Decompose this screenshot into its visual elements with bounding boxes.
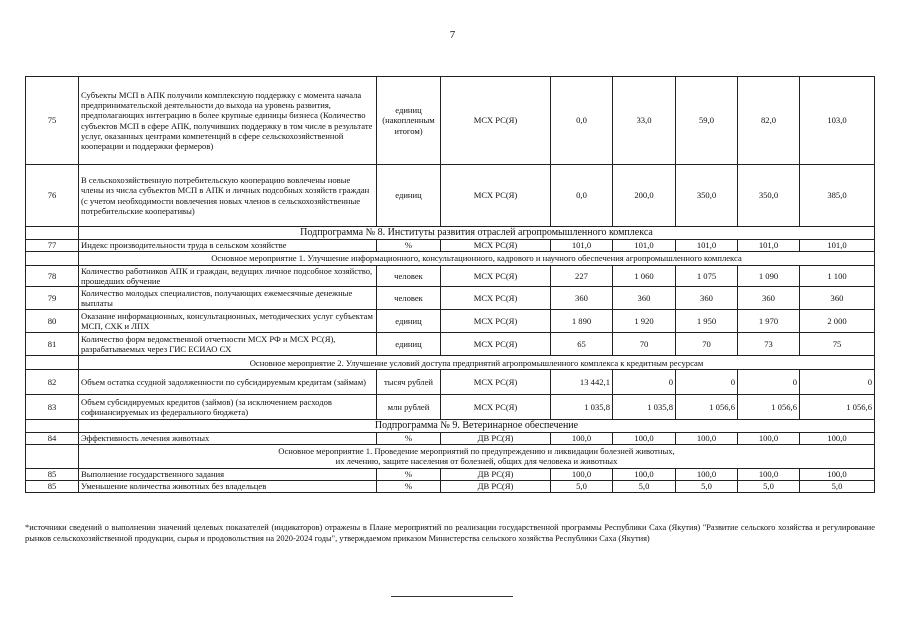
table-row	[26, 395, 875, 420]
value-cell-5: 385,0	[800, 165, 875, 227]
indicators-table	[25, 76, 875, 493]
value-cell-5: 0	[800, 370, 875, 395]
row-number: 85	[26, 480, 79, 492]
table-row	[26, 287, 875, 310]
value-cell-4: 1 090	[738, 266, 800, 287]
unit-cell: тысяч рублей	[377, 370, 441, 395]
value-cell-3: 5,0	[676, 480, 738, 492]
indicator-name: Количество форм ведомственной отчетности МСХ РФ и МСХ РС(Я), разрабатываемых через ГИС ЕСИАО СХ	[79, 333, 377, 356]
row-number: 79	[26, 287, 79, 310]
table-row	[26, 468, 875, 480]
organization-cell: МСХ РС(Я)	[441, 266, 551, 287]
empty-cell	[26, 227, 79, 240]
unit-cell: единиц	[377, 333, 441, 356]
value-cell-1: 0,0	[551, 165, 613, 227]
value-cell-3: 101,0	[676, 240, 738, 252]
value-cell-4: 360	[738, 287, 800, 310]
value-cell-5: 100,0	[800, 433, 875, 444]
indicator-name: Выполнение государственного задания	[79, 468, 377, 480]
table-row	[26, 240, 875, 252]
value-cell-1: 227	[551, 266, 613, 287]
value-cell-2: 1 060	[613, 266, 676, 287]
unit-cell: %	[377, 240, 441, 252]
subprogram-header-row	[26, 420, 875, 433]
event-header-row	[26, 444, 875, 468]
indicator-name: Объем остатка ссудной задолженности по субсидируемым кредитам (займам)	[79, 370, 377, 395]
empty-cell	[26, 444, 79, 468]
value-cell-2: 1 920	[613, 310, 676, 333]
organization-cell: ДВ РС(Я)	[441, 468, 551, 480]
event-title: Основное мероприятие 2. Улучшение условий доступа предприятий агропромышленного комплекса к кредитным ресурсам	[79, 356, 875, 370]
value-cell-5: 1 100	[800, 266, 875, 287]
row-number: 77	[26, 240, 79, 252]
value-cell-1: 360	[551, 287, 613, 310]
empty-cell	[26, 420, 79, 433]
value-cell-3: 59,0	[676, 77, 738, 165]
empty-cell	[26, 356, 79, 370]
row-number: 75	[26, 77, 79, 165]
value-cell-5: 75	[800, 333, 875, 356]
value-cell-2: 100,0	[613, 468, 676, 480]
unit-cell: человек	[377, 266, 441, 287]
value-cell-5: 1 056,6	[800, 395, 875, 420]
event-header-row	[26, 356, 875, 370]
value-cell-4: 5,0	[738, 480, 800, 492]
value-cell-1: 1 035,8	[551, 395, 613, 420]
indicator-name: Уменьшение количества животных без владельцев	[79, 480, 377, 492]
value-cell-1: 13 442,1	[551, 370, 613, 395]
value-cell-3: 360	[676, 287, 738, 310]
indicator-name: Субъекты МСП в АПК получили комплексную поддержку с момента начала предпринимательской деятельности до выхода на уровень развития, предполагающих интеграцию в более крупные единицы бизнеса (Количество субъектов МСП в сфере АПК, получивших поддержку в том числе в результате услуг, оказанных центрами компетенций в сфере сельскохозяйственной кооперации и поддержки фермеров)	[79, 77, 377, 165]
organization-cell: МСХ РС(Я)	[441, 77, 551, 165]
organization-cell: МСХ РС(Я)	[441, 287, 551, 310]
value-cell-3: 1 075	[676, 266, 738, 287]
footer-rule	[391, 596, 513, 597]
table-row	[26, 370, 875, 395]
value-cell-1: 100,0	[551, 433, 613, 444]
unit-cell: единиц	[377, 310, 441, 333]
value-cell-2: 0	[613, 370, 676, 395]
table-row	[26, 333, 875, 356]
event-header-row	[26, 252, 875, 266]
event-title: Основное мероприятие 1. Проведение мероприятий по предупреждению и ликвидации болезней животных, их лечению, защите населения от болезней, общих для человека и животных	[79, 444, 875, 468]
value-cell-1: 1 890	[551, 310, 613, 333]
organization-cell: МСХ РС(Я)	[441, 165, 551, 227]
value-cell-5: 5,0	[800, 480, 875, 492]
value-cell-2: 360	[613, 287, 676, 310]
row-number: 85	[26, 468, 79, 480]
value-cell-4: 100,0	[738, 468, 800, 480]
organization-cell: МСХ РС(Я)	[441, 370, 551, 395]
indicator-name: Количество молодых специалистов, получающих ежемесячные денежные выплаты	[79, 287, 377, 310]
value-cell-4: 82,0	[738, 77, 800, 165]
indicator-name: Эффективность лечения животных	[79, 433, 377, 444]
organization-cell: МСХ РС(Я)	[441, 395, 551, 420]
subprogram-title: Подпрограмма № 9. Ветеринарное обеспечение	[79, 420, 875, 433]
row-number: 76	[26, 165, 79, 227]
indicator-name: В сельскохозяйственную потребительскую кооперацию вовлечены новые члены из числа субъектов МСП в АПК и личных подсобных хозяйств граждан (с учетом необходимости вовлечения новых членов в сельскохозяйственные потребительские кооперативы)	[79, 165, 377, 227]
value-cell-1: 100,0	[551, 468, 613, 480]
value-cell-4: 73	[738, 333, 800, 356]
organization-cell: МСХ РС(Я)	[441, 310, 551, 333]
value-cell-3: 1 056,6	[676, 395, 738, 420]
value-cell-1: 65	[551, 333, 613, 356]
table-row	[26, 433, 875, 444]
empty-cell	[26, 252, 79, 266]
value-cell-5: 103,0	[800, 77, 875, 165]
organization-cell: ДВ РС(Я)	[441, 433, 551, 444]
value-cell-2: 33,0	[613, 77, 676, 165]
footnote: *источники сведений о выполнении значений целевых показателей (индикаторов) отражены в Плане мероприятий по реализации государственной программы Республики Саха (Якутия) "Развитие сельского хозяйства и регулирование рынков сельскохозяйственной продукции, сырья и продовольствия на 2020-2024 годы", утверждаемом приказом Министерства сельского хозяйства Республики Саха (Якутия)	[25, 523, 875, 544]
row-number: 78	[26, 266, 79, 287]
value-cell-5: 101,0	[800, 240, 875, 252]
unit-cell: %	[377, 480, 441, 492]
value-cell-2: 5,0	[613, 480, 676, 492]
value-cell-2: 1 035,8	[613, 395, 676, 420]
value-cell-5: 360	[800, 287, 875, 310]
page-number: 7	[449, 29, 456, 41]
value-cell-4: 1 970	[738, 310, 800, 333]
organization-cell: МСХ РС(Я)	[441, 333, 551, 356]
row-number: 80	[26, 310, 79, 333]
row-number: 84	[26, 433, 79, 444]
indicators-table-body	[26, 77, 875, 493]
value-cell-4: 350,0	[738, 165, 800, 227]
value-cell-1: 101,0	[551, 240, 613, 252]
indicator-name: Оказание информационных, консультационных, методических услуг субъектам МСП, СХК и ЛПХ	[79, 310, 377, 333]
subprogram-title: Подпрограмма № 8. Институты развития отраслей агропромышленного комплекса	[79, 227, 875, 240]
table-row	[26, 310, 875, 333]
unit-cell: млн рублей	[377, 395, 441, 420]
value-cell-2: 101,0	[613, 240, 676, 252]
row-number: 82	[26, 370, 79, 395]
value-cell-4: 101,0	[738, 240, 800, 252]
event-title: Основное мероприятие 1. Улучшение информационного, консультационного, кадрового и научного обеспечения агропромышленного комплекса	[79, 252, 875, 266]
unit-cell: %	[377, 468, 441, 480]
indicator-name: Количество работников АПК и граждан, ведущих личное подсобное хозяйство, прошедших обучение	[79, 266, 377, 287]
row-number: 81	[26, 333, 79, 356]
table-row	[26, 165, 875, 227]
value-cell-3: 100,0	[676, 468, 738, 480]
table-row	[26, 266, 875, 287]
unit-cell: единиц	[377, 165, 441, 227]
value-cell-3: 70	[676, 333, 738, 356]
organization-cell: МСХ РС(Я)	[441, 240, 551, 252]
value-cell-3: 0	[676, 370, 738, 395]
indicator-name: Индекс производительности труда в сельском хозяйстве	[79, 240, 377, 252]
unit-cell: единиц (накопленным итогом)	[377, 77, 441, 165]
value-cell-1: 0,0	[551, 77, 613, 165]
subprogram-header-row	[26, 227, 875, 240]
value-cell-3: 1 950	[676, 310, 738, 333]
unit-cell: %	[377, 433, 441, 444]
value-cell-5: 2 000	[800, 310, 875, 333]
organization-cell: ДВ РС(Я)	[441, 480, 551, 492]
table-row	[26, 77, 875, 165]
unit-cell: человек	[377, 287, 441, 310]
value-cell-1: 5,0	[551, 480, 613, 492]
row-number: 83	[26, 395, 79, 420]
value-cell-2: 100,0	[613, 433, 676, 444]
table-row	[26, 480, 875, 492]
value-cell-2: 70	[613, 333, 676, 356]
value-cell-3: 100,0	[676, 433, 738, 444]
value-cell-3: 350,0	[676, 165, 738, 227]
value-cell-5: 100,0	[800, 468, 875, 480]
value-cell-2: 200,0	[613, 165, 676, 227]
indicator-name: Объем субсидируемых кредитов (займов) (за исключением расходов софинансируемых из федерального бюджета)	[79, 395, 377, 420]
value-cell-4: 1 056,6	[738, 395, 800, 420]
value-cell-4: 100,0	[738, 433, 800, 444]
value-cell-4: 0	[738, 370, 800, 395]
